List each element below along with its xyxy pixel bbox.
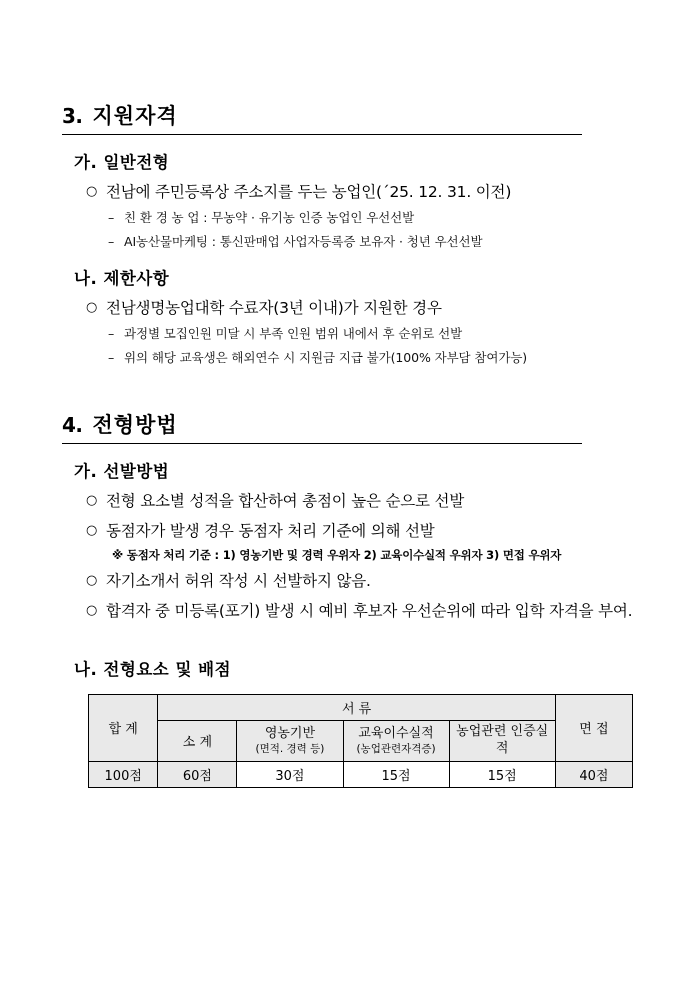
section-4 [62, 409, 637, 788]
bullet-text: 동점자가 발생 경우 동점자 처리 기준에 의해 선발 [106, 522, 435, 541]
subsection-3-b-label: 나. 제한사항 [74, 269, 170, 288]
bullet-4-a-1 [86, 490, 637, 513]
bullet-text: 전남생명농업대학 수료자(3년 이내)가 지원한 경우 [106, 299, 442, 317]
header-agri-certification-sub: 인증실적 [495, 724, 549, 756]
header-farming-base [237, 721, 343, 762]
bullet-circle-icon: ○ [86, 602, 98, 618]
dash-icon: – [108, 349, 115, 365]
bullet-circle-icon: ○ [86, 184, 98, 199]
document-content [62, 100, 637, 788]
header-farming-base-main: 영농기반 [264, 725, 316, 741]
header-interview: 면 접 [555, 695, 632, 762]
bullet-4-a-2 [86, 520, 637, 543]
value-education-record: 15점 [343, 761, 449, 787]
value-agri-certification: 15점 [449, 761, 555, 787]
table-row-sub-header [89, 721, 633, 762]
value-interview: 40점 [555, 761, 632, 787]
bullet-text: 전형 요소별 성적을 합산하여 총점이 높은 순으로 선발 [106, 492, 465, 510]
table-row-group-header [89, 695, 633, 721]
subsection-3-a-label: 가. 일반전형 [74, 153, 170, 172]
dash-icon: – [108, 326, 115, 342]
subbullet-3-b-1-1 [108, 324, 637, 343]
section-4-heading [62, 409, 582, 444]
subbullet-text: 과정별 모집인원 미달 시 부족 인원 범위 내에서 후 순위로 선발 [124, 326, 463, 342]
table-row-values [89, 761, 633, 787]
header-education-record [343, 721, 449, 762]
bullet-4-a-4 [86, 600, 637, 623]
subsection-4-b-label: 나. 전형요소 및 배점 [74, 660, 232, 679]
score-table [88, 694, 633, 788]
bullet-circle-icon: ○ [86, 493, 98, 508]
header-farming-base-sub: (면적. 경력 등) [255, 742, 325, 755]
subbullet-3-b-1-2 [108, 348, 637, 367]
bullet-circle-icon: ○ [86, 523, 98, 539]
bullet-3-b-1 [86, 297, 637, 320]
bullet-3-a-1 [86, 181, 637, 204]
header-subtotal: 소 계 [158, 721, 237, 762]
value-subtotal: 60점 [158, 761, 237, 787]
subbullet-3-a-1-1 [108, 208, 637, 227]
bullet-text: 전남에 주민등록상 주소지를 두는 농업인(´25. 12. 31. 이전) [106, 183, 512, 201]
section-4-title: 전형방법 [92, 413, 178, 437]
section-3-title: 지원자격 [92, 104, 178, 128]
section-4-number: 4. [62, 413, 83, 437]
bullet-circle-icon: ○ [86, 572, 98, 588]
dash-icon: – [108, 233, 115, 249]
header-education-record-sub: (농업관련자격증) [356, 742, 436, 755]
value-farming-base: 30점 [237, 761, 343, 787]
bullet-text: 자기소개서 허위 작성 시 선발하지 않음. [106, 571, 371, 590]
section-3-number: 3. [62, 104, 83, 128]
section-3 [62, 100, 637, 367]
score-table-wrapper [88, 694, 633, 788]
tiebreak-note: ※ 동점자 처리 기준 : 1) 영농기반 및 경력 우위자 2) 교육이수실적 우위자 3) 면접 우위자 [112, 547, 562, 562]
header-documents-group: 서 류 [158, 695, 555, 721]
header-education-record-main: 교육이수실적 [358, 725, 434, 741]
subsection-4-a-label: 가. 선발방법 [74, 462, 170, 481]
header-total: 합 계 [89, 695, 158, 762]
value-total: 100점 [89, 761, 158, 787]
subbullet-3-a-1-2 [108, 232, 637, 251]
bullet-4-a-3 [86, 570, 637, 593]
section-spacer [62, 369, 637, 409]
subbullet-text: 친 환 경 농 업 : 무농약 · 유기농 인증 농업인 우선선발 [124, 210, 415, 226]
header-agri-certification [449, 721, 555, 762]
subbullet-text: AI농산물마케팅 : 통신판매업 사업자등록증 보유자 · 청년 우선선발 [124, 233, 483, 249]
bullet-circle-icon: ○ [86, 300, 98, 315]
dash-icon: – [108, 210, 115, 226]
subbullet-text: 위의 해당 교육생은 해외연수 시 지원금 지급 불가(100% 자부담 참여가능) [124, 349, 528, 365]
header-agri-certification-main: 농업관련 [456, 724, 507, 739]
bullet-text: 합격자 중 미등록(포기) 발생 시 예비 후보자 우선순위에 따라 입학 자격을 부여. [106, 601, 633, 620]
section-3-heading [62, 100, 582, 135]
pre-table-spacer [62, 626, 637, 642]
